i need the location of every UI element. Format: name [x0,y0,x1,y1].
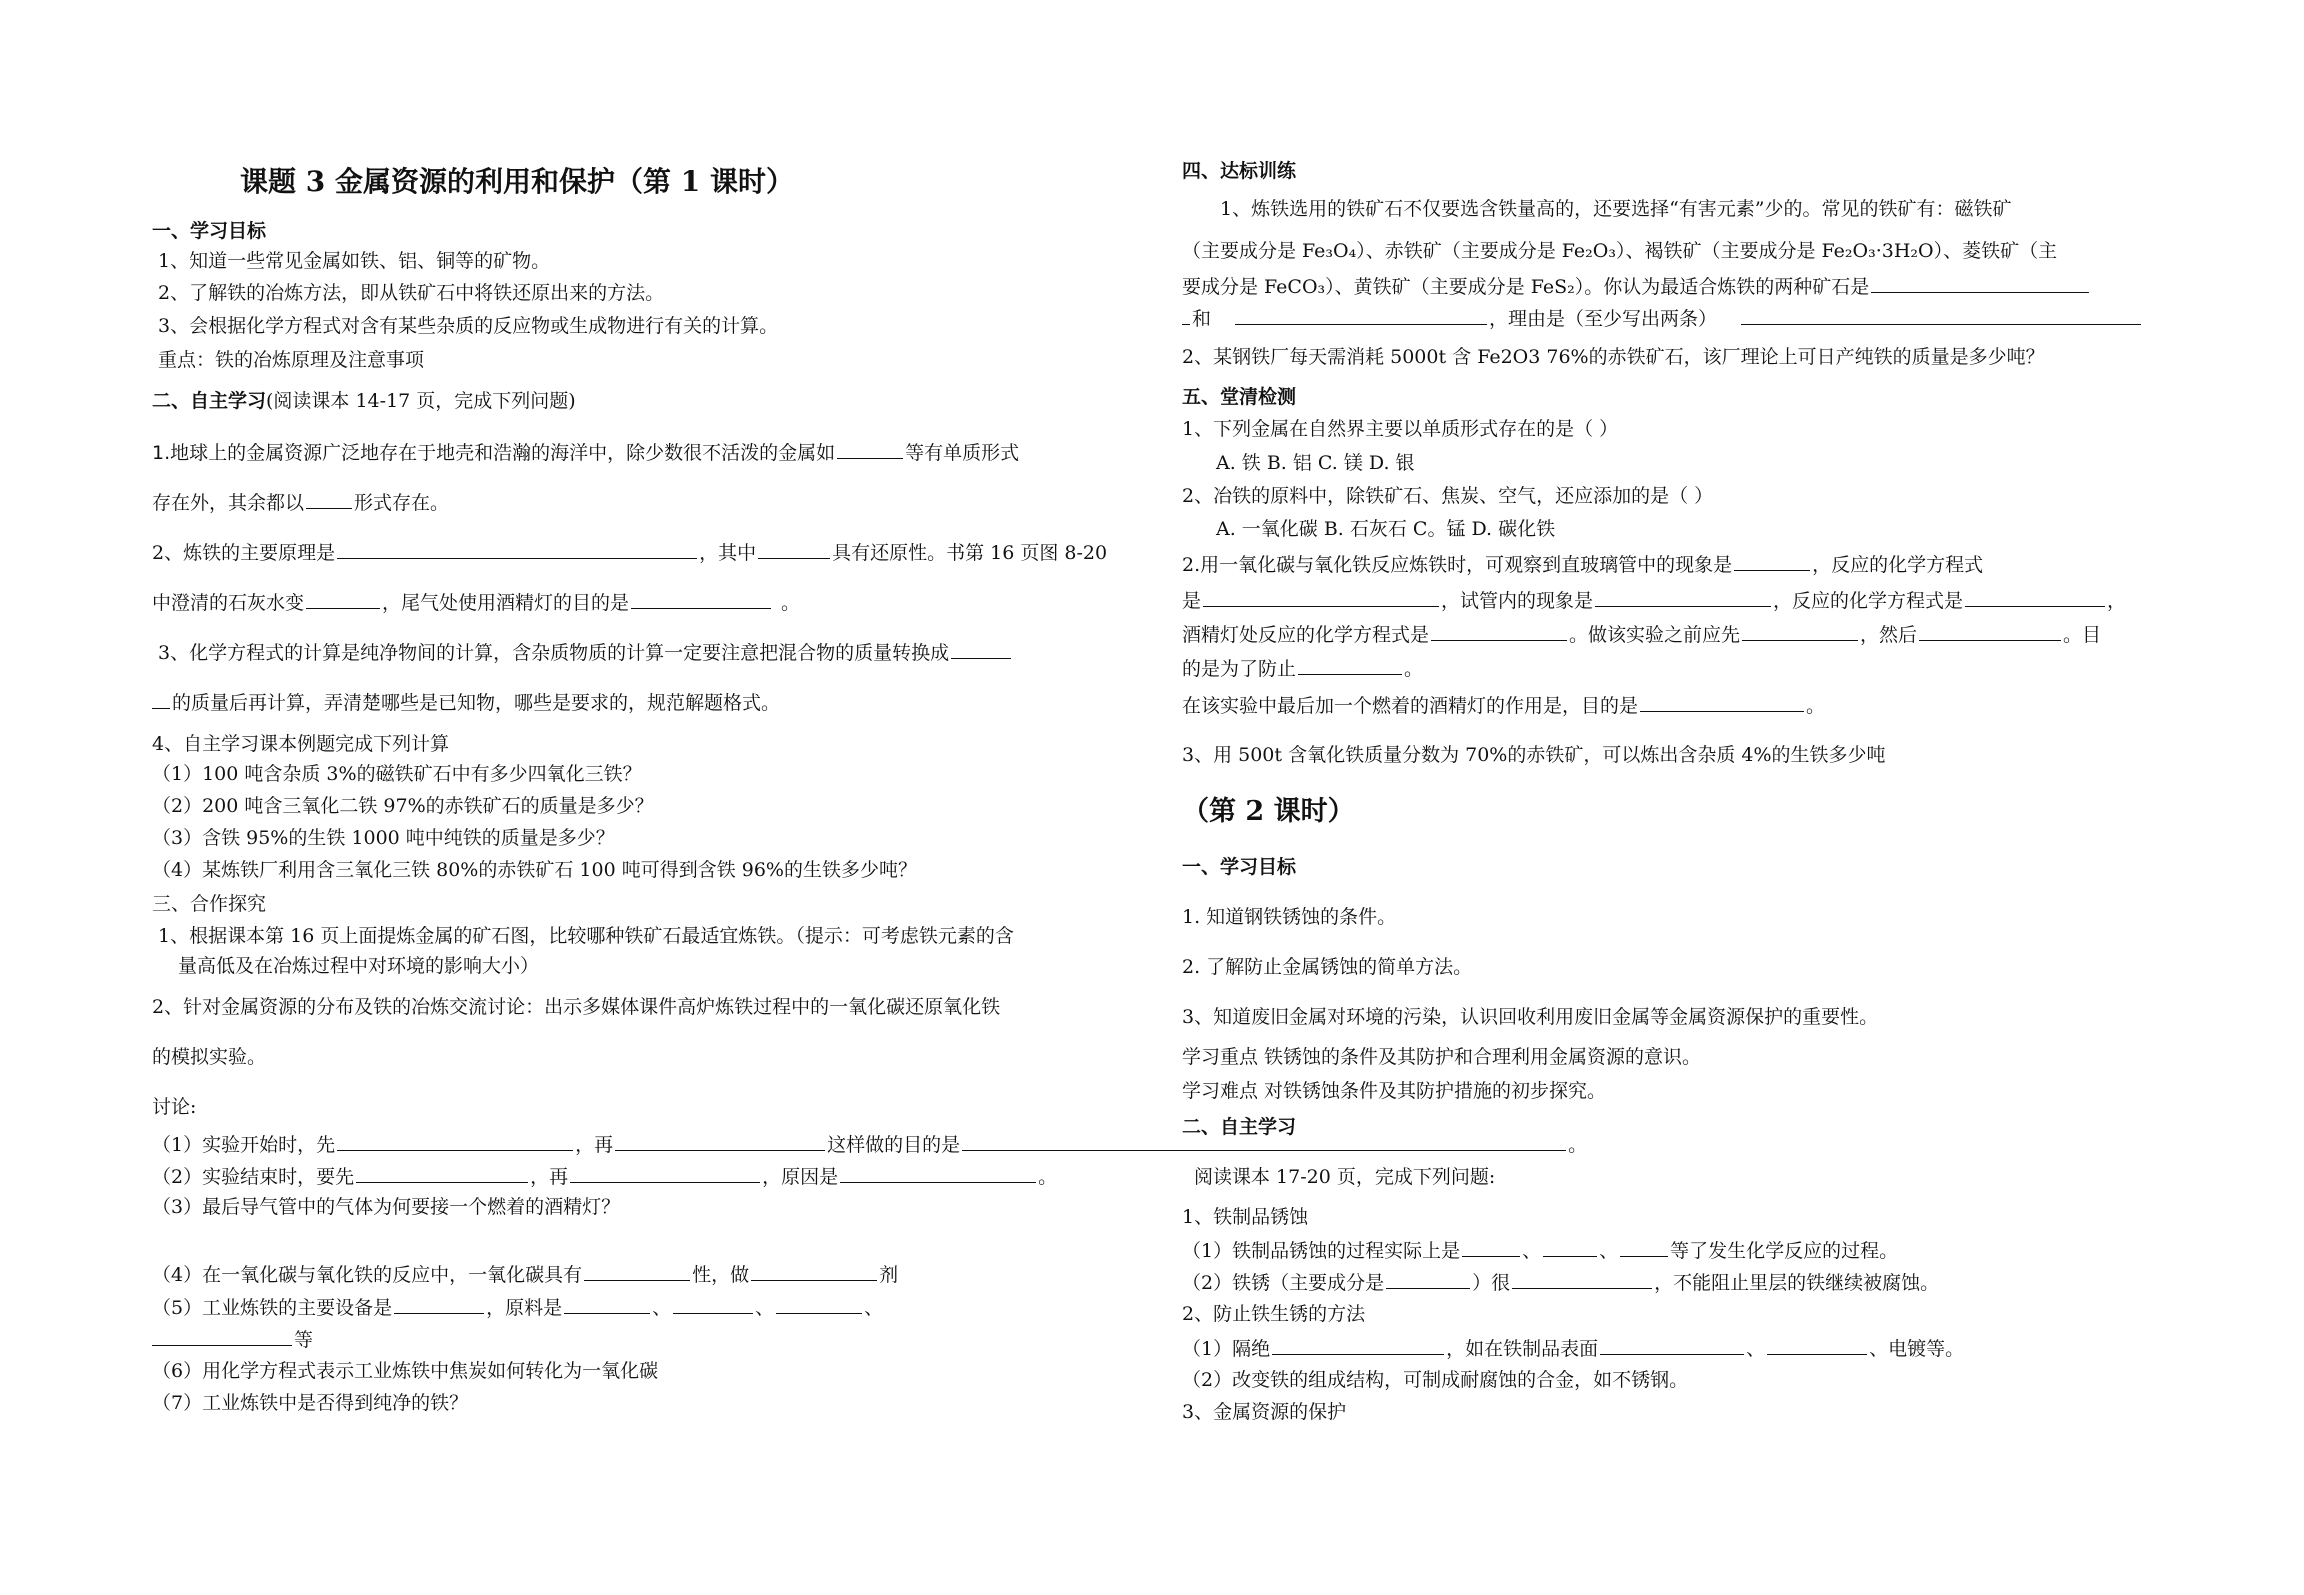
answer-blank[interactable] [776,1295,862,1314]
answer-blank[interactable] [1203,588,1439,607]
prevent-1: （1）隔绝 ，如在铁制品表面 、 、电镀等。 [1182,1338,1965,1360]
check-3-line-2: 是 ，试管内的现象是 ，反应的化学方程式是 ， [1182,590,2127,612]
answer-blank[interactable] [306,590,380,609]
prevent-heading: 2、防止铁生锈的方法 [1182,1303,1366,1325]
explore-1-line-1: 1、根据课本第 16 页上面提炼金属的矿石图，比较哪种铁矿石最适宜炼铁。（提示：可考虑铁元素的含 [158,925,1014,947]
section-heading-self-study: 二、自主学习(阅读课本 14-17 页，完成下列问题) [152,390,576,412]
lesson-2-goal: 3、知道废旧金属对环境的污染，认识回收利用废旧金属等金属资源保护的重要性。 [1182,1006,1879,1028]
answer-blank[interactable] [951,640,1011,659]
answer-blank[interactable] [394,1295,484,1314]
answer-blank[interactable] [1431,622,1567,641]
check-1-options: A. 铁 B. 铝 C. 镁 D. 银 [1216,452,1415,474]
explore-1-line-2: 量高低及在冶炼过程中对环境的影响大小） [178,955,540,977]
practice-1-line-1: 1、炼铁选用的铁矿石不仅要选含铁量高的，还要选择“有害元素”少的。常见的铁矿有：磁铁矿 [1220,198,2012,220]
question-4: 4、自主学习课本例题完成下列计算 [152,733,450,755]
check-3-line-5: 在该实验中最后加一个燃着的酒精灯的作用是，目的是 。 [1182,695,1826,717]
check-2-options: A. 一氧化碳 B. 石灰石 C。锰 D. 碳化铁 [1216,518,1556,540]
question-3-line-1: 3、化学方程式的计算是纯净物间的计算，含杂质物质的计算一定要注意把混合物的质量转换成 [158,640,1013,664]
question-3-line-2: 的质量后再计算，弄清楚哪些是已知物，哪些是要求的，规范解题格式。 [152,690,780,714]
answer-blank[interactable] [1298,656,1402,675]
answer-blank[interactable] [1462,1238,1520,1257]
calc-item: （1）100 吨含杂质 3%的磁铁矿石中有多少四氧化三铁？ [152,763,642,785]
answer-blank[interactable] [631,590,771,609]
lesson-2-read-note: 阅读课本 17-20 页，完成下列问题: [1194,1166,1496,1188]
answer-blank[interactable] [1182,306,1190,325]
question-1-line-1: 1.地球上的金属资源广泛地存在于地壳和浩瀚的海洋中，除少数很不活泼的金属如 等有单质形式 [152,442,1020,464]
lesson-2-goal: 2. 了解防止金属锈蚀的简单方法。 [1182,956,1473,978]
section-heading-goals: 一、学习目标 [152,220,267,242]
answer-blank[interactable] [570,1164,760,1183]
goal-item: 3、会根据化学方程式对含有某些杂质的反应物或生成物进行有关的计算。 [158,315,779,337]
page-title: 课题 3 金属资源的利用和保护（第 1 课时） [240,165,794,198]
answer-blank[interactable] [758,540,830,559]
discussion-5: （5）工业炼铁的主要设备是 ，原料是 、 、 、 [152,1297,884,1319]
answer-blank[interactable] [1741,306,2141,325]
rust-2: （2）铁锈（主要成分是 ）很 ，不能阻止里层的铁继续被腐蚀。 [1182,1272,1940,1294]
rust-1: （1）铁制品锈蚀的过程实际上是 、 、 等了发生化学反应的过程。 [1182,1240,1899,1262]
answer-blank[interactable] [584,1262,690,1281]
answer-blank[interactable] [1600,1336,1744,1355]
answer-blank[interactable] [1919,622,2061,641]
answer-blank[interactable] [1543,1238,1597,1257]
answer-blank[interactable] [1871,274,2089,293]
prevent-2: （2）改变铁的组成结构，可制成耐腐蚀的合金，如不锈钢。 [1182,1369,1689,1391]
goal-item: 2、了解铁的冶炼方法，即从铁矿石中将铁还原出来的方法。 [158,282,665,304]
calc-item: （3）含铁 95%的生铁 1000 吨中纯铁的质量是多少？ [152,827,615,849]
lesson-2-difficulty: 学习难点 对铁锈蚀条件及其防护措施的初步探究。 [1182,1080,1607,1102]
answer-blank[interactable] [1742,622,1858,641]
lesson-2-key-point: 学习重点 铁锈蚀的条件及其防护和合理利用金属资源的意识。 [1182,1046,1702,1068]
section-heading-practice: 四、达标训练 [1182,160,1297,182]
key-point: 重点：铁的冶炼原理及注意事项 [158,349,425,371]
answer-blank[interactable] [615,1132,825,1151]
check-3-line-3: 酒精灯处反应的化学方程式是 。做该实验之前应先 ，然后 。目 [1182,624,2102,646]
rust-heading: 1、铁制品锈蚀 [1182,1206,1309,1228]
discussion-7: （7）工业炼铁中是否得到纯净的铁？ [152,1392,469,1414]
answer-blank[interactable] [306,490,352,509]
discussion-label: 讨论: [152,1096,197,1118]
discussion-6: （6）用化学方程式表示工业炼铁中焦炭如何转化为一氧化碳 [152,1360,659,1382]
goal-item: 1、知道一些常见金属如铁、铝、铜等的矿物。 [158,250,551,272]
practice-1-line-2: （主要成分是 Fe₃O₄）、赤铁矿（主要成分是 Fe₂O₃）、褐铁矿（主要成分是 Fe₂O₃·3H₂O）、菱铁矿（主 [1182,240,2058,262]
answer-blank[interactable] [1640,693,1804,712]
answer-blank[interactable] [337,1132,573,1151]
answer-blank[interactable] [840,1164,1036,1183]
answer-blank[interactable] [564,1295,650,1314]
answer-blank[interactable] [1235,306,1487,325]
check-3-line-1: 2.用一氧化碳与氧化铁反应炼铁时，可观察到直玻璃管中的现象是 ，反应的化学方程式 [1182,554,1984,576]
lesson-2-self-study-heading: 二、自主学习 [1182,1116,1297,1138]
answer-blank[interactable] [337,540,697,559]
calc-item: （4）某炼铁厂利用含三氧化三铁 80%的赤铁矿石 100 吨可得到含铁 96%的生铁多少吨？ [152,859,917,881]
check-2: 2、冶铁的原料中，除铁矿石、焦炭、空气，还应添加的是（ ） [1182,485,1714,507]
practice-2: 2、某钢铁厂每天需消耗 5000t 含 Fe2O3 76%的赤铁矿石，该厂理论上可日产纯铁的质量是多少吨？ [1182,346,2045,368]
question-2-line-2: 中澄清的石灰水变 ，尾气处使用酒精灯的目的是 。 [152,592,801,614]
lesson-2-goals-heading: 一、学习目标 [1182,856,1297,878]
answer-blank[interactable] [356,1164,528,1183]
section-heading-explore: 三、合作探究 [152,893,267,915]
question-2-line-1: 2、炼铁的主要原理是 ，其中 具有还原性。书第 16 页图 8-20 [152,542,1108,564]
discussion-2: （2）实验结束时，要先 ，再 ，原因是 。 [152,1166,1058,1188]
discussion-5-cont: 等 [152,1327,313,1351]
answer-blank[interactable] [1512,1270,1652,1289]
calc-item: （2）200 吨含三氧化二铁 97%的赤铁矿石的质量是多少？ [152,795,654,817]
check-4: 3、用 500t 含氧化铁质量分数为 70%的赤铁矿，可以炼出含杂质 4%的生铁多少吨 [1182,744,1886,766]
practice-1-line-4: 和 ，理由是（至少写出两条） [1182,306,2143,330]
protect-heading: 3、金属资源的保护 [1182,1401,1347,1423]
lesson-2-title: （第 2 课时） [1182,796,1355,827]
answer-blank[interactable] [837,440,903,459]
answer-blank[interactable] [751,1262,877,1281]
answer-blank[interactable] [673,1295,753,1314]
answer-blank[interactable] [152,1327,292,1346]
explore-2-line-2: 的模拟实验。 [152,1046,267,1068]
discussion-1: （1）实验开始时，先 ，再 这样做的目的是 。 [152,1134,1588,1156]
check-3-line-4: 的是为了防止 。 [1182,658,1424,680]
answer-blank[interactable] [1272,1336,1444,1355]
answer-blank[interactable] [1734,552,1810,571]
answer-blank[interactable] [1767,1336,1867,1355]
explore-2-line-1: 2、针对金属资源的分布及铁的冶炼交流讨论：出示多媒体课件高炉炼铁过程中的一氧化碳还原氧化铁 [152,996,1001,1018]
answer-blank[interactable] [1620,1238,1668,1257]
lesson-2-goal: 1. 知道钢铁锈蚀的条件。 [1182,906,1397,928]
practice-1-line-3: 要成分是 FeCO₃）、黄铁矿（主要成分是 FeS₂）。你认为最适合炼铁的两种矿石是 [1182,274,2091,298]
check-1: 1、下列金属在自然界主要以单质形式存在的是（ ） [1182,418,1619,440]
answer-blank[interactable] [1595,588,1771,607]
discussion-3: （3）最后导气管中的气体为何要接一个燃着的酒精灯？ [152,1196,621,1218]
answer-blank[interactable] [1386,1270,1470,1289]
question-1-line-2: 存在外，其余都以 形式存在。 [152,492,450,514]
discussion-4: （4）在一氧化碳与氧化铁的反应中，一氧化碳具有 性，做 剂 [152,1264,899,1286]
answer-blank[interactable] [152,690,170,709]
answer-blank[interactable] [1965,588,2105,607]
section-heading-check: 五、堂清检测 [1182,386,1297,408]
